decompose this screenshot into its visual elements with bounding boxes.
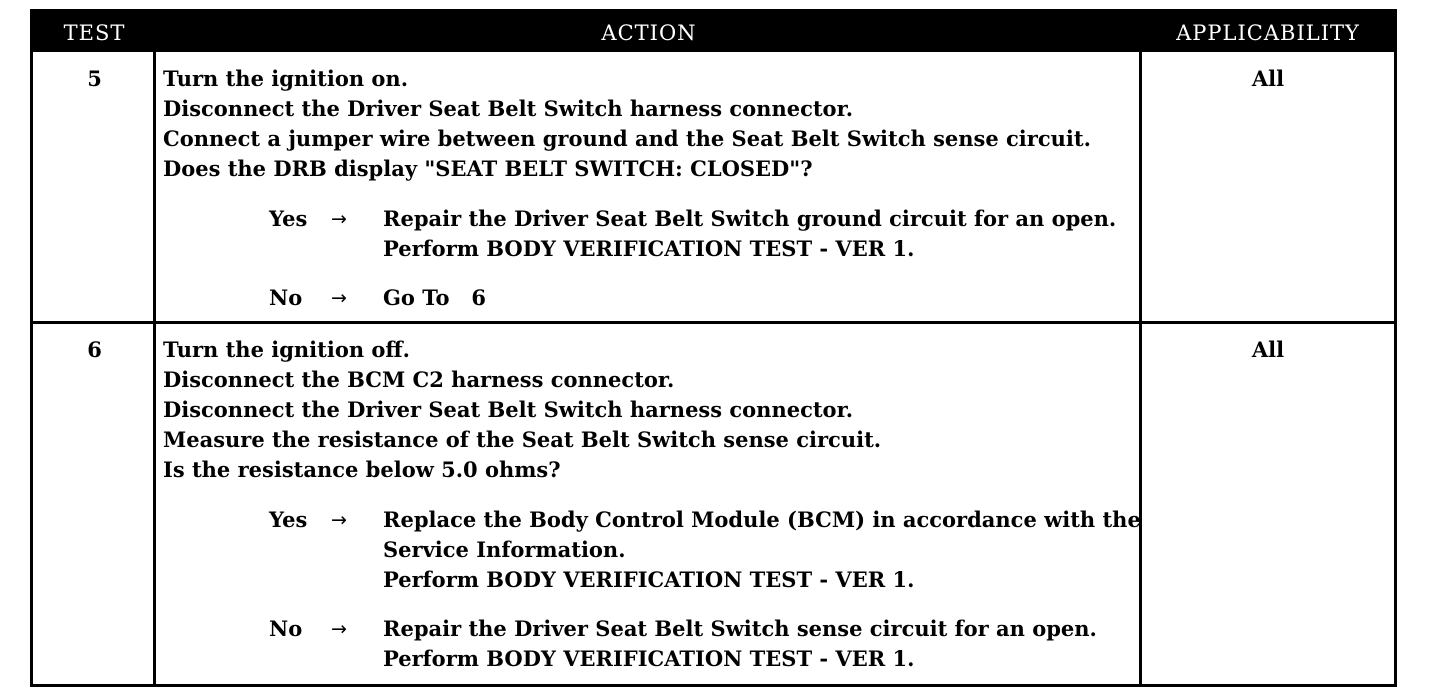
step-text: Measure the resistance of the Seat Belt Switch sense circuit. — [163, 427, 882, 452]
answer-line: Perform BODY VERIFICATION TEST - VER 1. — [383, 567, 915, 592]
row-divider — [33, 321, 1394, 324]
answer-line: Service Information. — [383, 537, 626, 562]
answer-text — [383, 505, 1141, 595]
step-text: Disconnect the BCM C2 harness connector. — [163, 367, 675, 392]
diagnostic-table — [30, 9, 1397, 687]
answer-line: Go To 6 — [383, 285, 487, 310]
answer-line: Repair the Driver Seat Belt Switch sense circuit for an open. — [383, 616, 1097, 641]
test-number-5: 5 — [87, 66, 102, 91]
step-text: Disconnect the Driver Seat Belt Switch harness connector. — [163, 397, 854, 422]
answer-line: Perform BODY VERIFICATION TEST - VER 1. — [383, 646, 915, 671]
step-text: Connect a jumper wire between ground and the Seat Belt Switch sense circuit. — [163, 126, 1091, 151]
step-text: Disconnect the Driver Seat Belt Switch harness connector. — [163, 96, 854, 121]
header-action: ACTION — [601, 21, 697, 45]
step-text: Is the resistance below 5.0 ohms? — [163, 457, 561, 482]
arrow-right-icon: → — [331, 208, 347, 230]
answer-line: Replace the Body Control Module (BCM) in accordance with the — [383, 507, 1141, 532]
answer-text — [383, 614, 1097, 674]
header-applicability: APPLICABILITY — [1176, 21, 1360, 45]
step-text: Turn the ignition off. — [163, 337, 410, 362]
answer-line: Repair the Driver Seat Belt Switch ground circuit for an open. — [383, 206, 1117, 231]
column-divider-test — [153, 52, 156, 687]
answer-label: Yes — [269, 206, 308, 231]
applicability-5: All — [1251, 66, 1285, 91]
arrow-right-icon: → — [331, 509, 347, 531]
header-test: TEST — [63, 21, 126, 45]
answer-line: Perform BODY VERIFICATION TEST - VER 1. — [383, 236, 915, 261]
arrow-right-icon: → — [331, 287, 347, 309]
answer-text — [383, 204, 1116, 264]
table-header — [33, 12, 1394, 52]
answer-text — [383, 283, 486, 313]
test-number-6: 6 — [87, 337, 102, 362]
step-text: Does the DRB display "SEAT BELT SWITCH: CLOSED"? — [163, 156, 813, 181]
applicability-6: All — [1251, 337, 1285, 362]
answer-label: No — [269, 616, 303, 641]
arrow-right-icon: → — [331, 618, 347, 640]
answer-label: No — [269, 285, 303, 310]
step-text: Turn the ignition on. — [163, 66, 409, 91]
answer-label: Yes — [269, 507, 308, 532]
